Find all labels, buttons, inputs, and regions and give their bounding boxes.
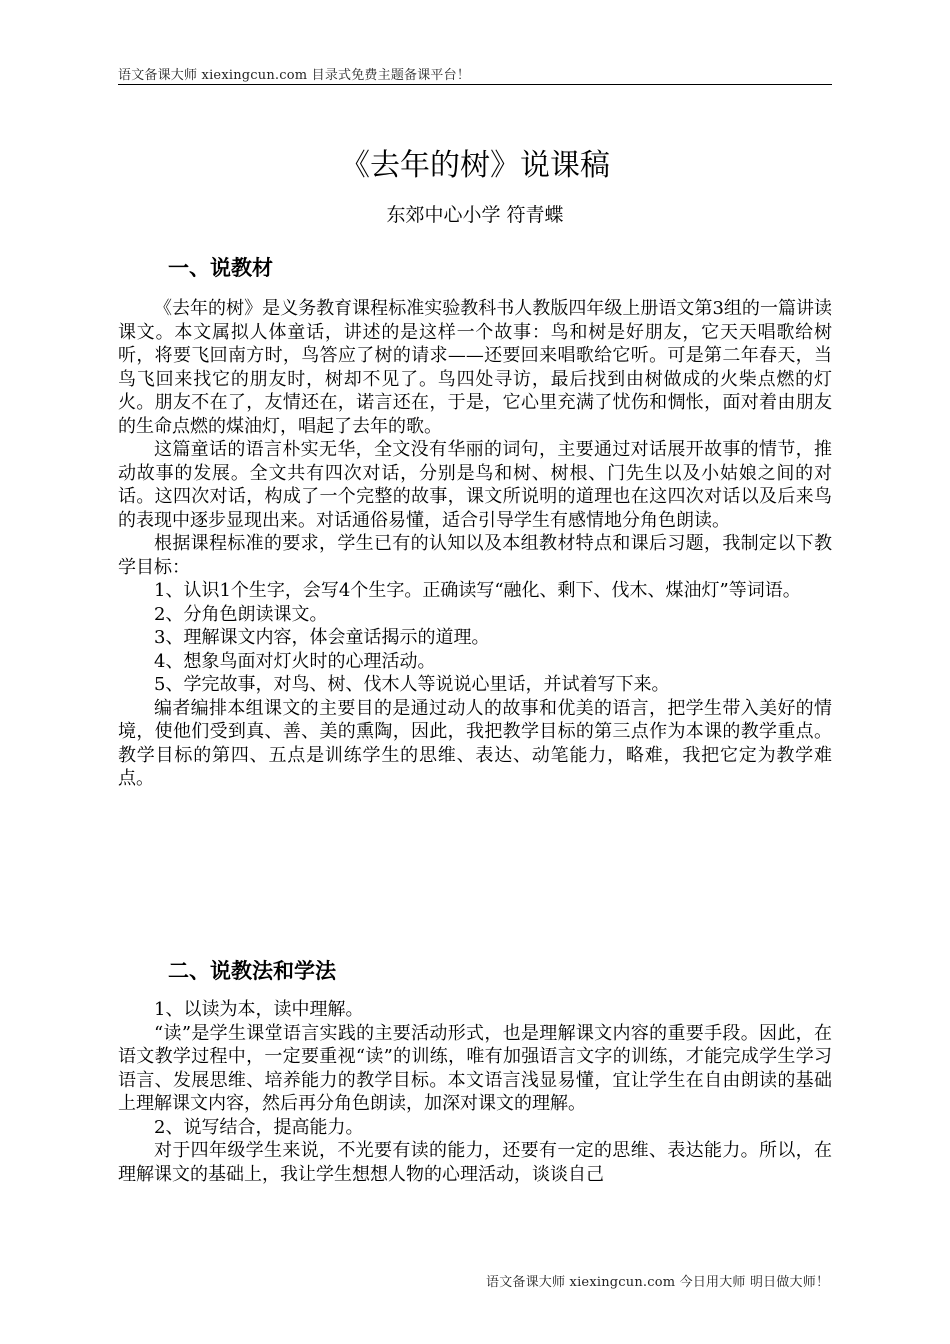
section-heading-teaching-methods: 二、说教法和学法 [168,959,336,983]
goal-item: 1、认识1个生字，会写4个生字。正确读写“融化、剩下、伐木、煤油灯”等词语。 [154,580,801,601]
document-title: 《去年的树》说课稿 [340,148,610,183]
page-footer: 语文备课大师 xiexingcun.com 今日用大师 明日做大师！ [486,1275,830,1290]
goal-item: 5、学完故事，对鸟、树、伐木人等说说心里话，并试着写下来。 [154,674,670,695]
paragraph: 1、以读为本，读中理解。 [154,999,364,1020]
goal-item: 3、理解课文内容，体会童话揭示的道理。 [154,627,490,648]
goal-item: 4、想象鸟面对灯火时的心理活动。 [154,650,436,672]
paragraph: 这篇童话的语言朴实无华，全文没有华丽的词句，主要通过对话展开故事的情节，推动故事的发展。全文共有四次对话，分别是鸟和树、树根、门先生以及小姑娘之间的对话。这四次对话，构成了一个完整的故事，课文所说明的道理也在这四次对话以及后来鸟的表现中逐步显现出来。对话通俗易懂，适合引导学生有感情地分角色朗读。 [118,439,832,531]
paragraph: 2、说写结合，提高能力。 [154,1116,364,1138]
paragraph: 编者编排本组课文的主要目的是通过动人的故事和优美的语言，把学生带入美好的情境，使他们受到真、善、美的熏陶，因此，我把教学目标的第三点作为本课的教学重点。教学目标的第四、五点是训练学生的思维、表达、动笔能力，略难，我把它定为教学难点。 [118,697,832,789]
section-heading-teaching-material: 一、说教材 [168,256,273,280]
paragraph: 《去年的树》是义务教育课程标准实验教科书人教版四年级上册语文第3组的一篇讲读课文。本文属拟人体童话，讲述的是这样一个故事：鸟和树是好朋友，它天天唱歌给树听，将要飞回南方时，鸟答应了树的请求——还要回来唱歌给它听。可是第二年春天，当鸟飞回来找它的朋友时，树却不见了。鸟四处寻访，最后找到由树做成的火柴点燃的灯火。朋友不在了，友情还在，诺言还在，于是，它心里充满了忧伤和惆怅，面对着由朋友的生命点燃的煤油灯，唱起了去年的歌。 [118,298,832,437]
section-body-teaching-material [118,297,832,791]
paragraph: 根据课程标准的要求，学生已有的认知以及本组教材特点和课后习题，我制定以下教学目标： [118,533,832,578]
section-body-teaching-methods [118,998,832,1186]
paragraph: 对于四年级学生来说，不光要有读的能力，还要有一定的思维、表达能力。所以，在理解课文的基础上，我让学生想想人物的心理活动，谈谈自己 [118,1140,832,1185]
document-author: 东郊中心小学 符青蝶 [386,204,564,226]
paragraph: “读”是学生课堂语言实践的主要活动形式，也是理解课文内容的重要手段。因此，在语文教学过程中，一定要重视“读”的训练，唯有加强语言文字的训练，才能完成学生学习语言、发展思维、培养能力的教学目标。本文语言浅显易懂，宜让学生在自由朗读的基础上理解课文内容，然后再分角色朗读，加深对课文的理解。 [118,1022,832,1114]
header-divider [118,84,832,85]
goal-item: 2、分角色朗读课文。 [154,603,328,625]
page-header: 语文备课大师 xiexingcun.com 目录式免费主题备课平台！ [118,68,471,83]
